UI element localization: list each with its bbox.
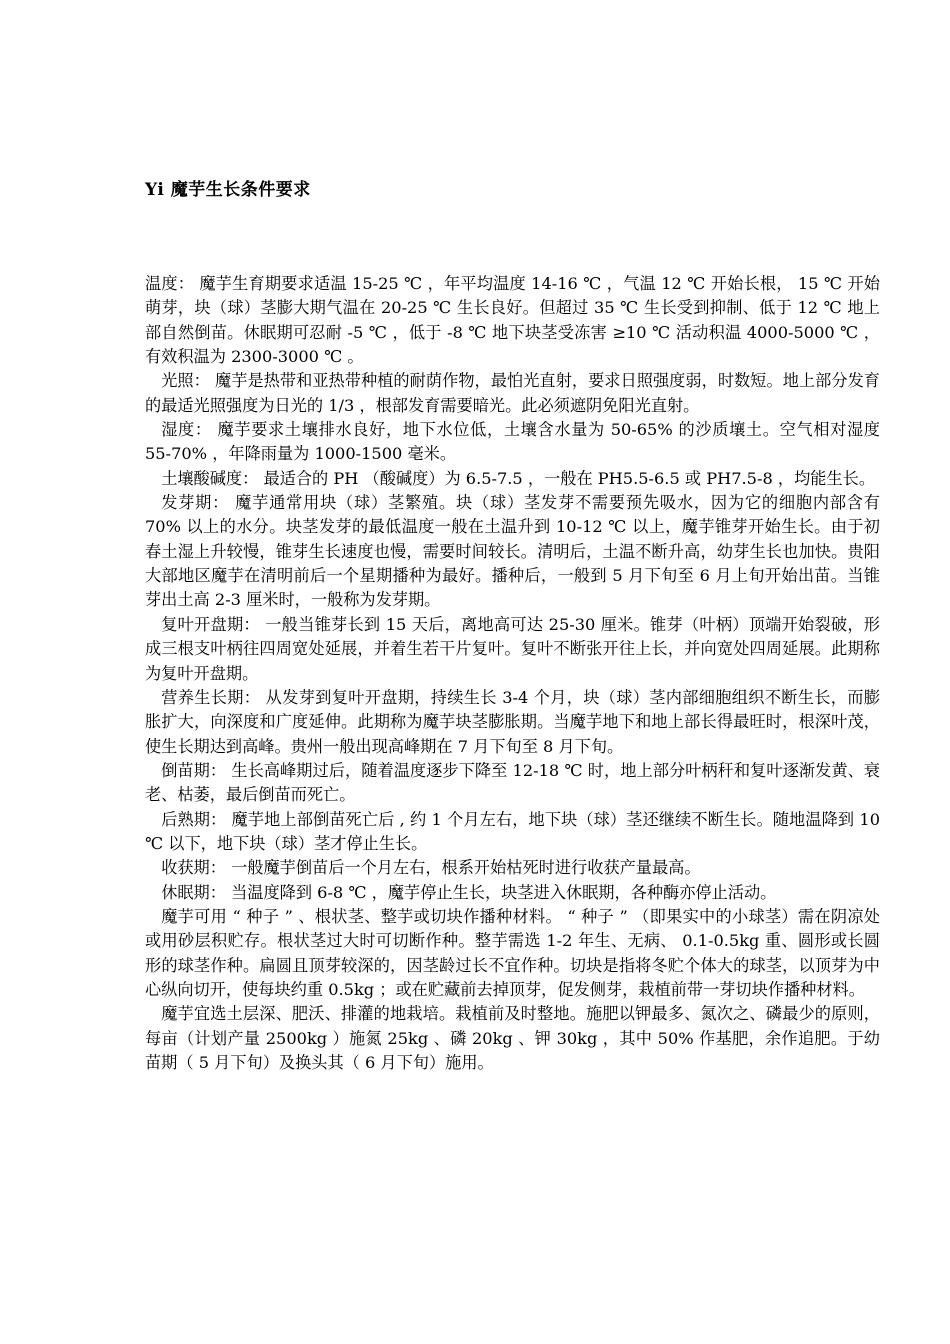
document-title: Yi 魔芋生长条件要求: [145, 180, 311, 200]
paragraph-harvest: 收获期： 一般魔芋倒苗后一个月左右，根系开始枯死时进行收获产量最高。: [161, 858, 701, 878]
paragraph-soil-ph: 土壤酸碱度： 最适合的 PH （酸碱度）为 6.5-7.5 ，一般在 PH5.5-6.5 或 PH7.5-8 ，均能生长。: [161, 468, 876, 488]
paragraph-after-ripening: 后熟期： 魔芋地上部倒苗死亡后 , 约 1 个月左右，地下块（球）茎还继续不断生长。随地温降到 10 ℃ 以下，地下块（球）茎才停止生长。: [145, 809, 880, 853]
paragraph-seed-material: 魔芋可用 “ 种子 ” 、根状茎、整芋或切块作播种材料。 “ 种子 ” （即果实中的小球茎）需在阴凉处或用砂层积贮存。根状茎过大时可切断作种。整芋需选 1-2 年生、无病、 0.1-0.5kg 重、圆形或长圆形的球茎作种。扁圆且顶芽较深的，因茎龄过长不宜作种。切块是指将冬贮个体大的球茎，以顶芽为中心纵向切开，使每块约重 0.5kg ；或在贮藏前去掉顶芽，促发侧芽，栽植前带一芽切块作播种材料。: [145, 906, 880, 999]
paragraph-lodging: 倒苗期： 生长高峰期过后，随着温度逐步下降至 12-18 ℃ 时，地上部分叶柄秆和复叶逐渐发黄、衰老、枯萎，最后倒苗而死亡。: [145, 760, 880, 805]
paragraph-humidity: 湿度： 魔芋要求土壤排水良好，地下水位低，土壤含水量为 50-65% 的沙质壤土。空气相对湿度 55-70% ，年降雨量为 1000-1500 毫米。: [145, 420, 880, 464]
paragraph-light: 光照： 魔芋是热带和亚热带种植的耐荫作物，最怕光直射，要求日照强度弱，时数短。地上部分发育的最适光照强度为日光的 1/3 ，根部发育需要暗光。此必须遮阴免阳光直射。: [145, 371, 880, 415]
paragraph-vegetative-growth: 营养生长期： 从发芽到复叶开盘期，持续生长 3-4 个月，块（球）茎内部细胞组织不断生长，而膨胀扩大，向深度和广度延伸。此期称为魔芋块茎膨胀期。当魔芋地下和地上部长得最旺时，根深叶茂，使生长期达到高峰。贵州一般出现高峰期在 7 月下旬至 8 月下旬。: [145, 687, 880, 756]
paragraph-cultivation: 魔芋宜选土层深、肥沃、排灌的地栽培。栽植前及时整地。施肥以钾最多、氮次之、磷最少的原则，每亩（计划产量 2500kg ）施氮 25kg 、磷 20kg 、钾 30kg ，其中 50% 作基肥，余作追肥。于幼苗期（ 5 月下旬）及换头其（ 6 月下旬）施用。: [145, 1004, 880, 1072]
paragraph-temperature: 温度： 魔芋生育期要求适温 15-25 ℃ ，年平均温度 14-16 ℃ ，气温 12 ℃ 开始长根， 15 ℃ 开始萌芽，块（球）茎膨大期气温在 20-25 ℃ 生长良好。但超过 35 ℃ 生长受到抑制、低于 12 ℃ 地上部自然倒苗。休眠期可忍耐 -5 ℃ ，低于 -8 ℃ 地下块茎受冻害 ≥10 ℃ 活动积温 4000-5000 ℃ ，有效积温为 2300-3000 ℃ 。: [145, 274, 880, 367]
paragraph-dormancy: 休眠期： 当温度降到 6-8 ℃ ，魔芋停止生长，块茎进入休眠期，各种酶亦停止活动。: [161, 882, 777, 902]
document-body: [145, 272, 880, 1075]
paragraph-leaf-unfolding: 复叶开盘期： 一般当锥芽长到 15 天后，离地高可达 25-30 厘米。锥芽（叶柄）顶端开始裂破，形成三根支叶柄往四周宽处延展，并着生若干片复叶。复叶不断张开往上长，并向宽处四周延展。此期称为复叶开盘期。: [145, 614, 880, 683]
paragraph-germination: 发芽期： 魔芋通常用块（球）茎繁殖。块（球）茎发芽不需要预先吸水，因为它的细胞内部含有 70% 以上的水分。块茎发芽的最低温度一般在土温升到 10-12 ℃ 以上，魔芋锥芽开始生长。由于初春土湿上升较慢，锥芽生长速度也慢，需要时间较长。清明后，土温不断升高，幼芽生长也加快。贵阳大部地区魔芋在清明前后一个星期播种为最好。播种后，一般到 5 月下旬至 6 月上旬开始出苗。当锥芽出土高 2-3 厘米时，一般称为发芽期。: [145, 493, 880, 610]
